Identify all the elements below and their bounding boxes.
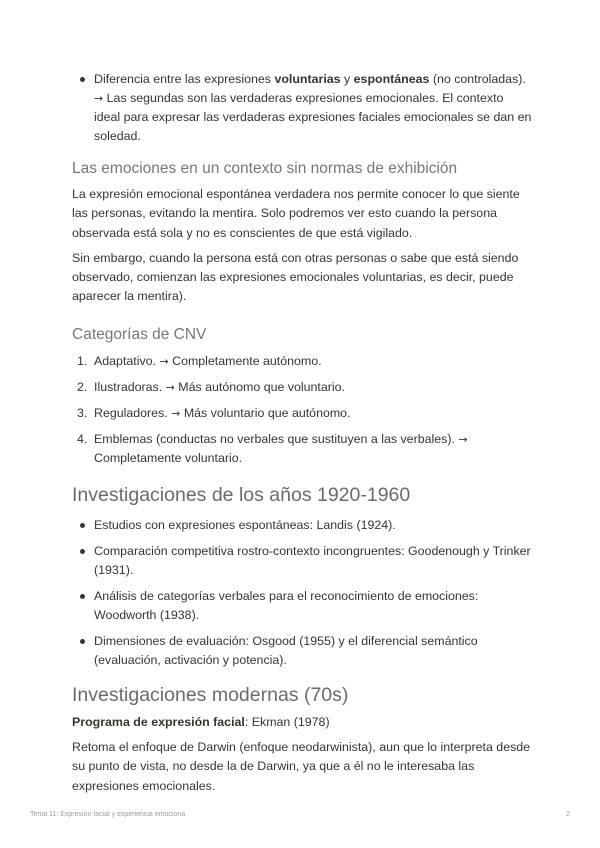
arrow-icon: → (165, 380, 175, 394)
page-number: 2 (566, 811, 570, 818)
arrow-icon: → (94, 92, 104, 105)
list-item: Diferencia entre las expresiones voluntarias y espontáneas (no controladas). → Las segundas son las verdaderas expresiones emocionales. El contexto ideal para expresar las verdaderas expresiones faciales emocionales se dan en soledad. (72, 70, 532, 146)
program-line: Programa de expresión facial: Ekman (1978) (72, 714, 330, 729)
arrow-icon: → (159, 354, 169, 368)
footer-title: Tema 11: Expresión facial y experiencia emociona (30, 811, 186, 818)
arrow-icon: → (171, 406, 181, 420)
list-item: 2. Ilustradoras. → Más autónomo que voluntario. (77, 379, 345, 394)
heading-cnv: Categorías de CNV (72, 325, 207, 343)
heading-contexto: Las emociones en un contexto sin normas de exhibición (72, 160, 458, 177)
list-item: Estudios con expresiones espontáneas: Landis (1924). (72, 516, 532, 535)
bold-term: voluntarias (274, 72, 341, 86)
list-item: Comparación competitiva rostro-contexto incongruentes: Goodenough y Trinker (1931). (72, 542, 532, 580)
arrow-icon: → (458, 432, 468, 446)
heading-modernas: Investigaciones modernas (70s) (72, 683, 349, 706)
research-bullet-list (72, 516, 532, 670)
list-item: 4. Emblemas (conductas no verbales que sustituyen a las verbales). → Completamente voluntario. (77, 431, 468, 465)
list-item: 3. Reguladores. → Más voluntario que autónomo. (77, 405, 351, 420)
document-page (72, 70, 532, 796)
heading-1920-1960: Investigaciones de los años 1920-1960 (72, 483, 411, 506)
list-item: Dimensiones de evaluación: Osgood (1955) y el diferencial semántico (evaluación, activación y potencia). (72, 632, 532, 670)
paragraph: Retoma el enfoque de Darwin (enfoque neodarwinista), aun que lo interpreta desde su punto de vista, no desde la de Darwin, ya que a él no le interesaba las expresiones emocionales. (72, 740, 531, 793)
page-footer (30, 811, 570, 818)
intro-bullet-list (72, 70, 532, 146)
bold-term: Programa de expresión facial (72, 714, 245, 729)
bold-term: espontáneas (353, 72, 430, 86)
paragraph: Sin embargo, cuando la persona está con otras personas o sabe que está siendo observado, comienzan las expresiones emocionales voluntarias, es decir, puede aparecer la mentira). (72, 250, 519, 304)
list-item: 1. Adaptativo. → Completamente autónomo. (77, 353, 322, 368)
paragraph: La expresión emocional espontánea verdadera nos permite conocer lo que siente las personas, evitando la mentira. Solo podremos ver esto cuando la persona observada está sola y no es conscientes de que está vigilado. (72, 187, 520, 240)
list-item: Análisis de categorías verbales para el reconocimiento de emociones: Woodworth (1938). (72, 587, 532, 625)
cnv-numbered-list (72, 352, 532, 468)
